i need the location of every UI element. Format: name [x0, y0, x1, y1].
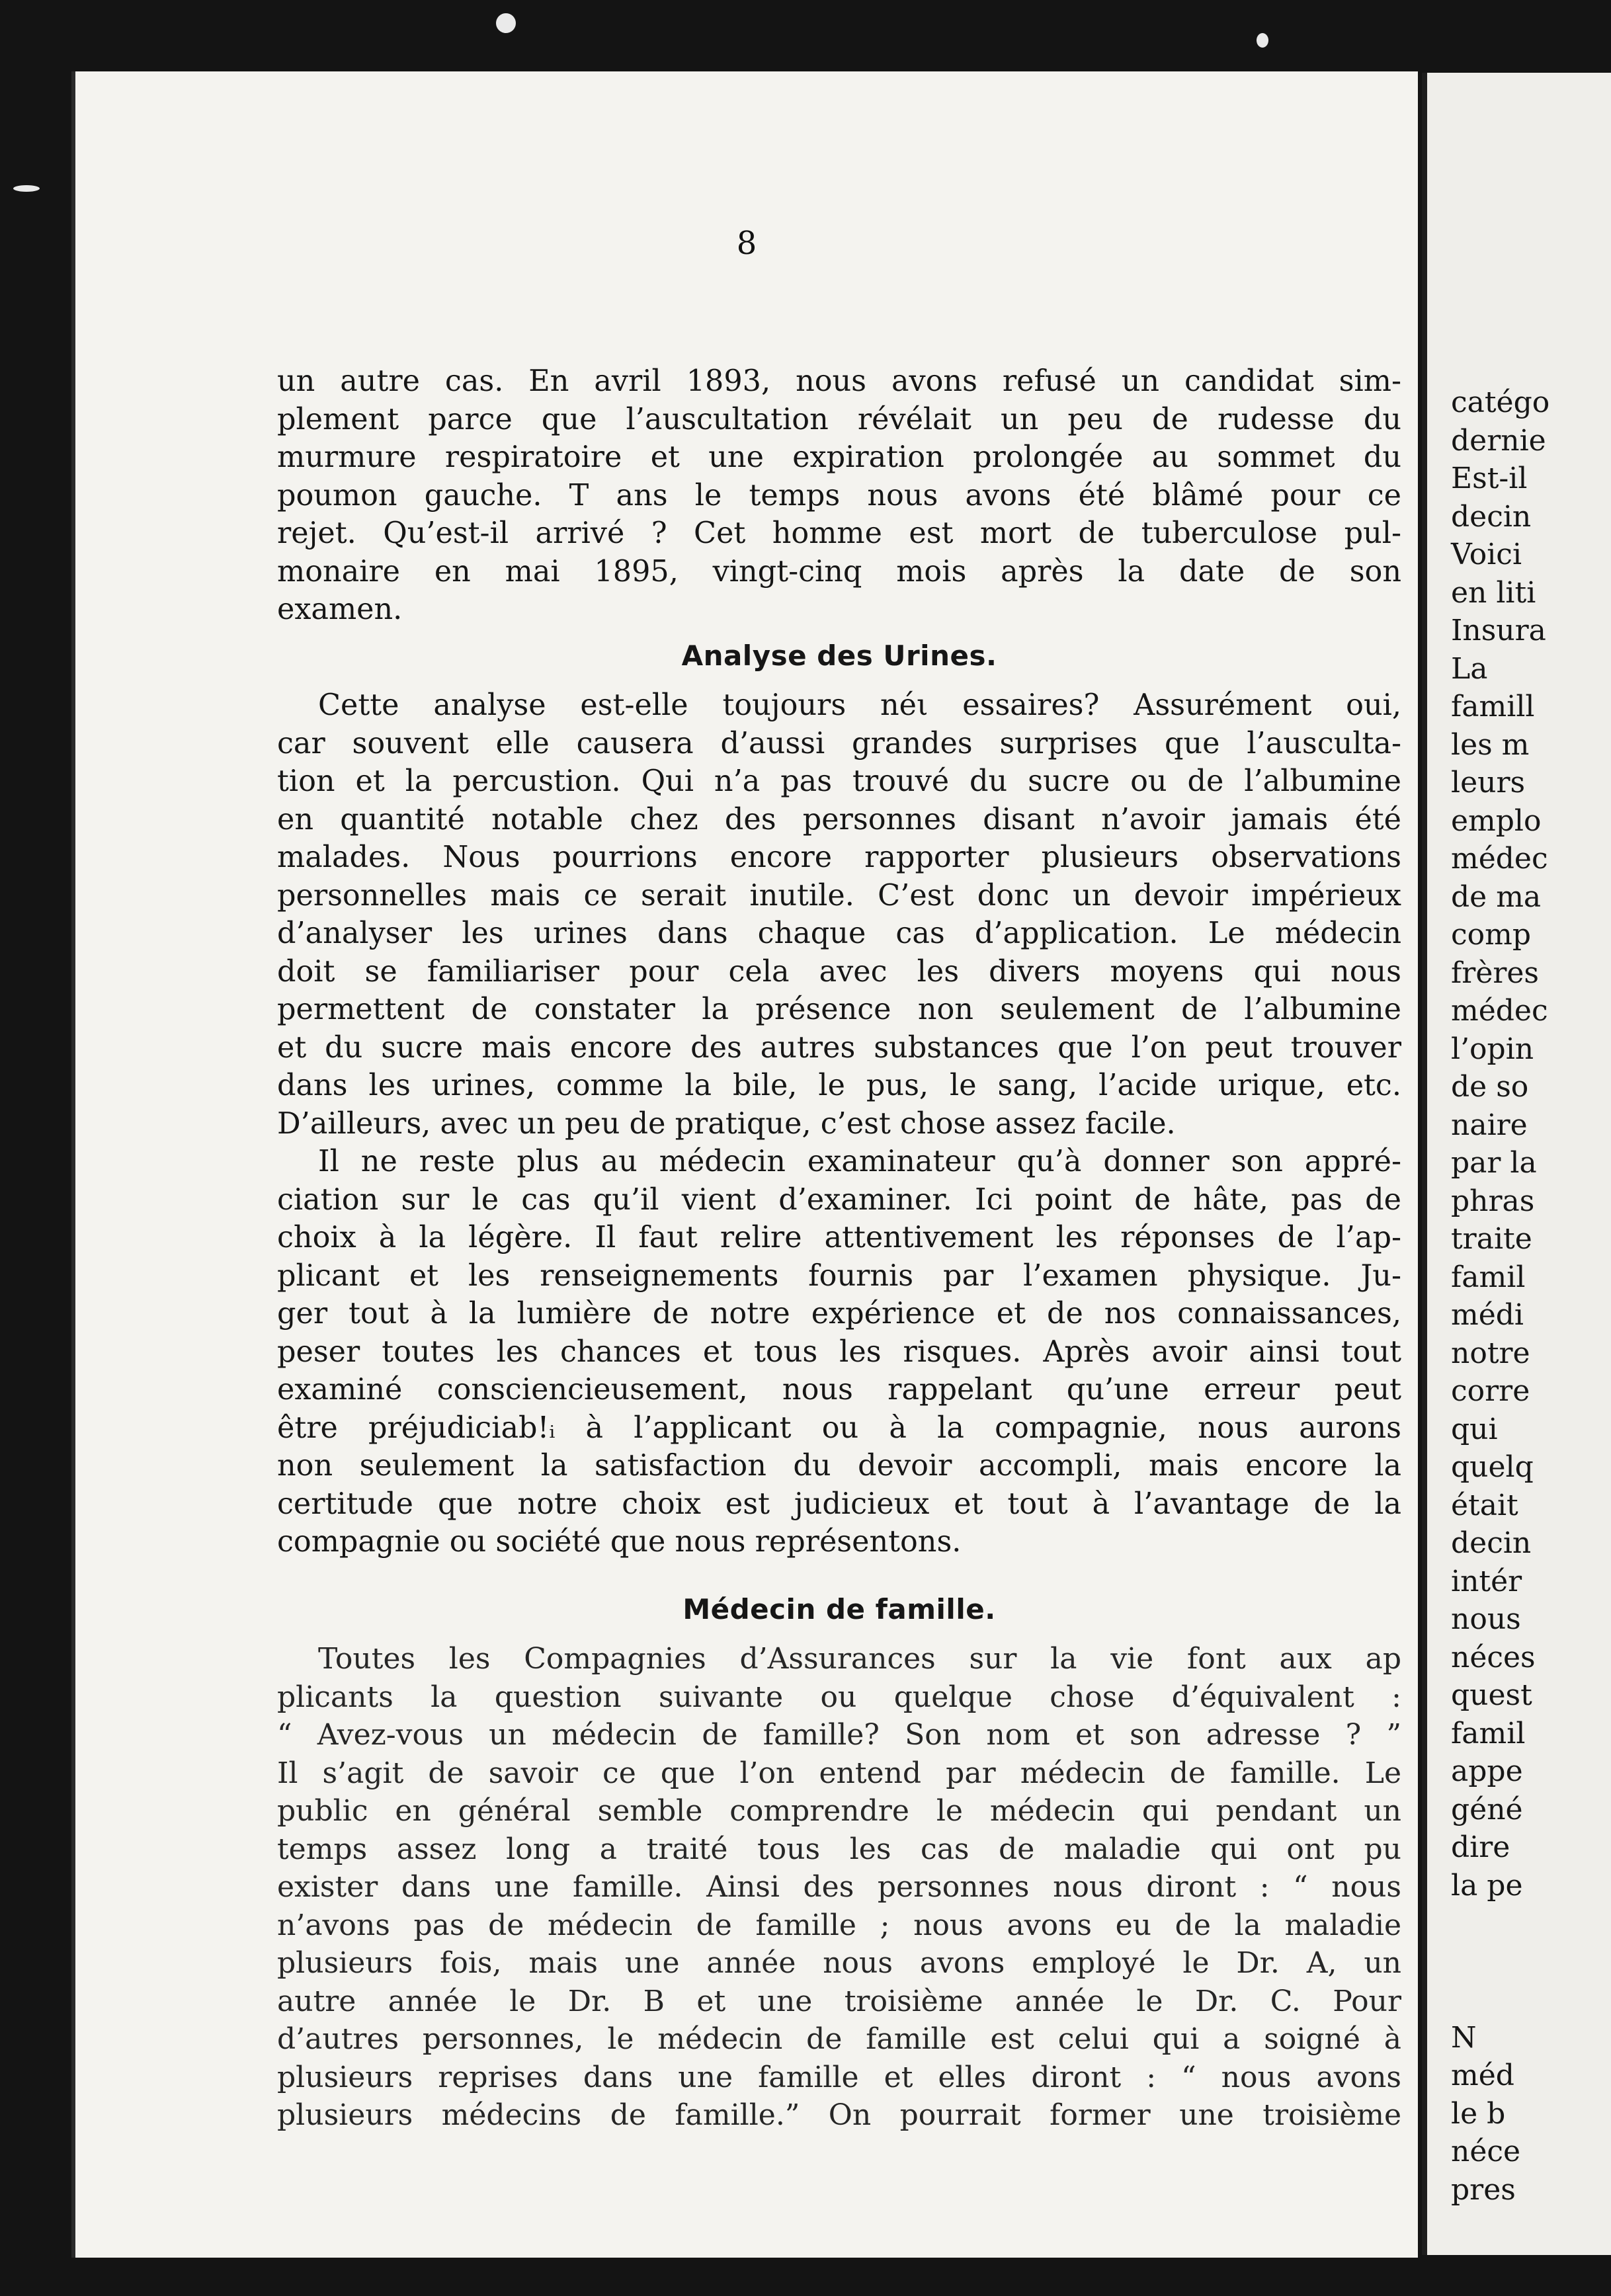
text-line: être préjudiciab!ᵢ à l’applicant ou à la compagnie, nous aurons: [277, 1411, 1401, 1445]
text-line: D’ailleurs, avec un peu de pratique, c’est chose assez facile.: [277, 1106, 1176, 1141]
text-line: autre année le Dr. B et une troisième année le Dr. C. Pour: [277, 1984, 1401, 2018]
text-line: dans les urines, comme la bile, le pus, le sang, l’acide urique, etc.: [277, 1069, 1401, 1102]
facing-page-fragment: [1451, 1981, 1611, 2019]
facing-page-fragment: géné: [1451, 1792, 1523, 1826]
facing-page-fragment: corre: [1451, 1374, 1530, 1408]
text-line: plement parce que l’auscultation révélait un peu de rudesse du: [277, 402, 1401, 436]
text-line: murmure respiratoire et une expiration prolongée au sommet du: [277, 440, 1401, 474]
facing-page-fragment: frères: [1451, 956, 1540, 990]
facing-page-fragment: [1451, 1905, 1611, 1943]
text-line: d’analyser les urines dans chaque cas d’application. Le médecin: [277, 917, 1401, 950]
text-line: n’avons pas de médecin de famille ; nous avons eu de la maladie: [277, 1908, 1401, 1942]
facing-page-fragment: comp: [1451, 918, 1532, 952]
text-line: Il s’agit de savoir ce que l’on entend par médecin de famille. Le: [277, 1756, 1401, 1790]
text-line: plusieurs reprises dans une famille et elles diront : “ nous avons: [277, 2060, 1401, 2094]
text-line: Cette analyse est-elle toujours néι essaires? Assurément oui,: [318, 688, 1401, 722]
facing-page-fragment: la pe: [1451, 1868, 1523, 1903]
paragraph-4: [277, 1640, 1401, 2135]
text-line: examiné consciencieusement, nous rappelant qu’une erreur peut: [277, 1373, 1401, 1407]
facing-page-fragment: quest: [1451, 1678, 1532, 1712]
facing-page-fragment: intér: [1451, 1564, 1522, 1598]
text-line: temps assez long a traité tous les cas de maladie qui ont pu: [277, 1832, 1401, 1866]
text-line: peser toutes les chances et tous les risques. Après avoir ainsi tout: [277, 1334, 1401, 1369]
facing-page-fragment: l’opin: [1451, 1032, 1534, 1066]
text-line: plusieurs médecins de famille.” On pourrait former une troisième: [277, 2098, 1401, 2132]
facing-page-fragment: néce: [1451, 2135, 1521, 2168]
text-line: plicant et les renseignements fournis par l’examen physique. Ju-: [277, 1258, 1401, 1293]
facing-page-fragment: quelq: [1451, 1450, 1534, 1484]
facing-page-fragment: pres: [1451, 2172, 1516, 2207]
facing-page-fragment: Insura: [1451, 614, 1546, 647]
facing-page-fragment: phras: [1451, 1184, 1535, 1218]
facing-page-fragment: médi: [1451, 1298, 1524, 1332]
text-line: permettent de constater la présence non seulement de l’albumine: [277, 993, 1401, 1026]
facing-page-edge: [1422, 73, 1611, 2255]
text-line: en quantité notable chez des personnes disant n’avoir jamais été: [277, 802, 1401, 837]
facing-page-fragment: dernie: [1451, 423, 1546, 458]
facing-page-fragment: Est-il: [1451, 462, 1528, 495]
page-number: 8: [736, 225, 757, 262]
text-line: poumon gauche. T ans le temps nous avons été blâmé pour ce: [277, 478, 1401, 512]
text-line: et du sucre mais encore des autres substances que l’on peut trouver: [277, 1030, 1401, 1065]
text-line: car souvent elle causera d’aussi grandes surprises que l’ausculta-: [277, 726, 1401, 760]
text-line: examen.: [277, 593, 403, 626]
facing-page-fragment: méd: [1451, 2059, 1514, 2092]
facing-page-fragment: médec: [1451, 842, 1548, 876]
text-line: plicants la question suivante ou quelque chose d’équivalent :: [277, 1680, 1401, 1714]
text-line: Il ne reste plus au médecin examinateur qu’à donner son appré-: [318, 1145, 1401, 1178]
facing-page-fragment: catégo: [1451, 386, 1550, 419]
facing-page-fragment: en liti: [1451, 575, 1536, 610]
paragraph-2: [277, 686, 1401, 1143]
facing-page-fragment: notre: [1451, 1336, 1530, 1370]
facing-page-fragment: qui: [1451, 1412, 1498, 1446]
text-line: personnelles mais ce serait inutile. C’est donc un devoir impérieux: [277, 878, 1401, 913]
facing-page-fragment: [1451, 1943, 1611, 1981]
book-page: [71, 71, 1418, 2258]
facing-page-fragment: naire: [1451, 1108, 1528, 1142]
facing-page-fragment: famil: [1451, 1260, 1526, 1294]
facing-page-fragment: de so: [1451, 1070, 1529, 1104]
facing-page-fragment: néces: [1451, 1640, 1536, 1674]
facing-page-fragment: appe: [1451, 1754, 1523, 1788]
text-line: monaire en mai 1895, vingt-cinq mois après la date de son: [277, 554, 1401, 589]
facing-page-fragment: Voici: [1451, 538, 1522, 571]
facing-page-fragment: decin: [1451, 499, 1532, 534]
text-line: malades. Nous pourrions encore rapporter plusieurs observations: [277, 840, 1401, 874]
facing-page-fragment: La: [1451, 651, 1488, 686]
scan-speck: [496, 13, 516, 33]
text-line: Toutes les Compagnies d’Assurances sur la vie font aux ap: [318, 1642, 1401, 1676]
facing-page-fragment: decin: [1451, 1526, 1532, 1560]
text-line: compagnie ou société que nous représentons.: [277, 1525, 962, 1559]
scan-speck: [1257, 33, 1268, 48]
facing-page-fragment: leurs: [1451, 766, 1526, 800]
text-line: choix à la légère. Il faut relire attentivement les réponses de l’ap-: [277, 1221, 1401, 1254]
paragraph-1: [277, 362, 1401, 629]
text-line: rejet. Qu’est-il arrivé ? Cet homme est mort de tuberculose pul-: [277, 516, 1401, 550]
section-heading-famille: Médecin de famille.: [682, 1592, 996, 1625]
paragraph-3: [277, 1143, 1401, 1561]
text-line: tion et la percustion. Qui n’a pas trouvé du sucre ou de l’albumine: [277, 764, 1401, 798]
text-line: certitude que notre choix est judicieux et tout à l’avantage de la: [277, 1487, 1401, 1521]
text-line: ciation sur le cas qu’il vient d’examiner. Ici point de hâte, pas de: [277, 1182, 1401, 1217]
facing-page-fragment: était: [1451, 1488, 1518, 1522]
text-line: plusieurs fois, mais une année nous avons employé le Dr. A, un: [277, 1946, 1401, 1980]
text-line: public en général semble comprendre le médecin qui pendant un: [277, 1794, 1401, 1828]
facing-page-fragment: famill: [1451, 690, 1535, 723]
facing-page-fragment: médec: [1451, 994, 1548, 1028]
facing-page-fragment: les m: [1451, 727, 1530, 762]
text-line: ger tout à la lumière de notre expérience et de nos connaissances,: [277, 1297, 1401, 1331]
text-line: exister dans une famille. Ainsi des personnes nous diront : “ nous: [277, 1870, 1401, 1904]
facing-page-fragment: N: [1451, 2020, 1477, 2055]
facing-page-fragment: le b: [1451, 2096, 1506, 2131]
page-body: [277, 362, 1401, 2135]
facing-page-fragment: par la: [1451, 1146, 1537, 1180]
facing-page-fragment: famil: [1451, 1716, 1526, 1750]
section-heading-urines: Analyse des Urines.: [681, 639, 997, 672]
facing-page-fragment: dire: [1451, 1830, 1510, 1864]
text-line: un autre cas. En avril 1893, nous avons refusé un candidat sim-: [277, 364, 1401, 398]
facing-page-fragment: traite: [1451, 1222, 1532, 1256]
scan-speck: [13, 185, 40, 192]
facing-page-text: [1451, 384, 1611, 2209]
facing-page-fragment: emplo: [1451, 803, 1542, 838]
facing-page-fragment: de ma: [1451, 880, 1542, 914]
text-line: d’autres personnes, le médecin de famille est celui qui a soigné à: [277, 2022, 1401, 2056]
text-line: “ Avez-vous un médecin de famille? Son nom et son adresse ? ”: [277, 1718, 1401, 1752]
text-line: non seulement la satisfaction du devoir accompli, mais encore la: [277, 1449, 1401, 1483]
facing-page-fragment: nous: [1451, 1602, 1521, 1636]
text-line: doit se familiariser pour cela avec les divers moyens qui nous: [277, 954, 1401, 989]
